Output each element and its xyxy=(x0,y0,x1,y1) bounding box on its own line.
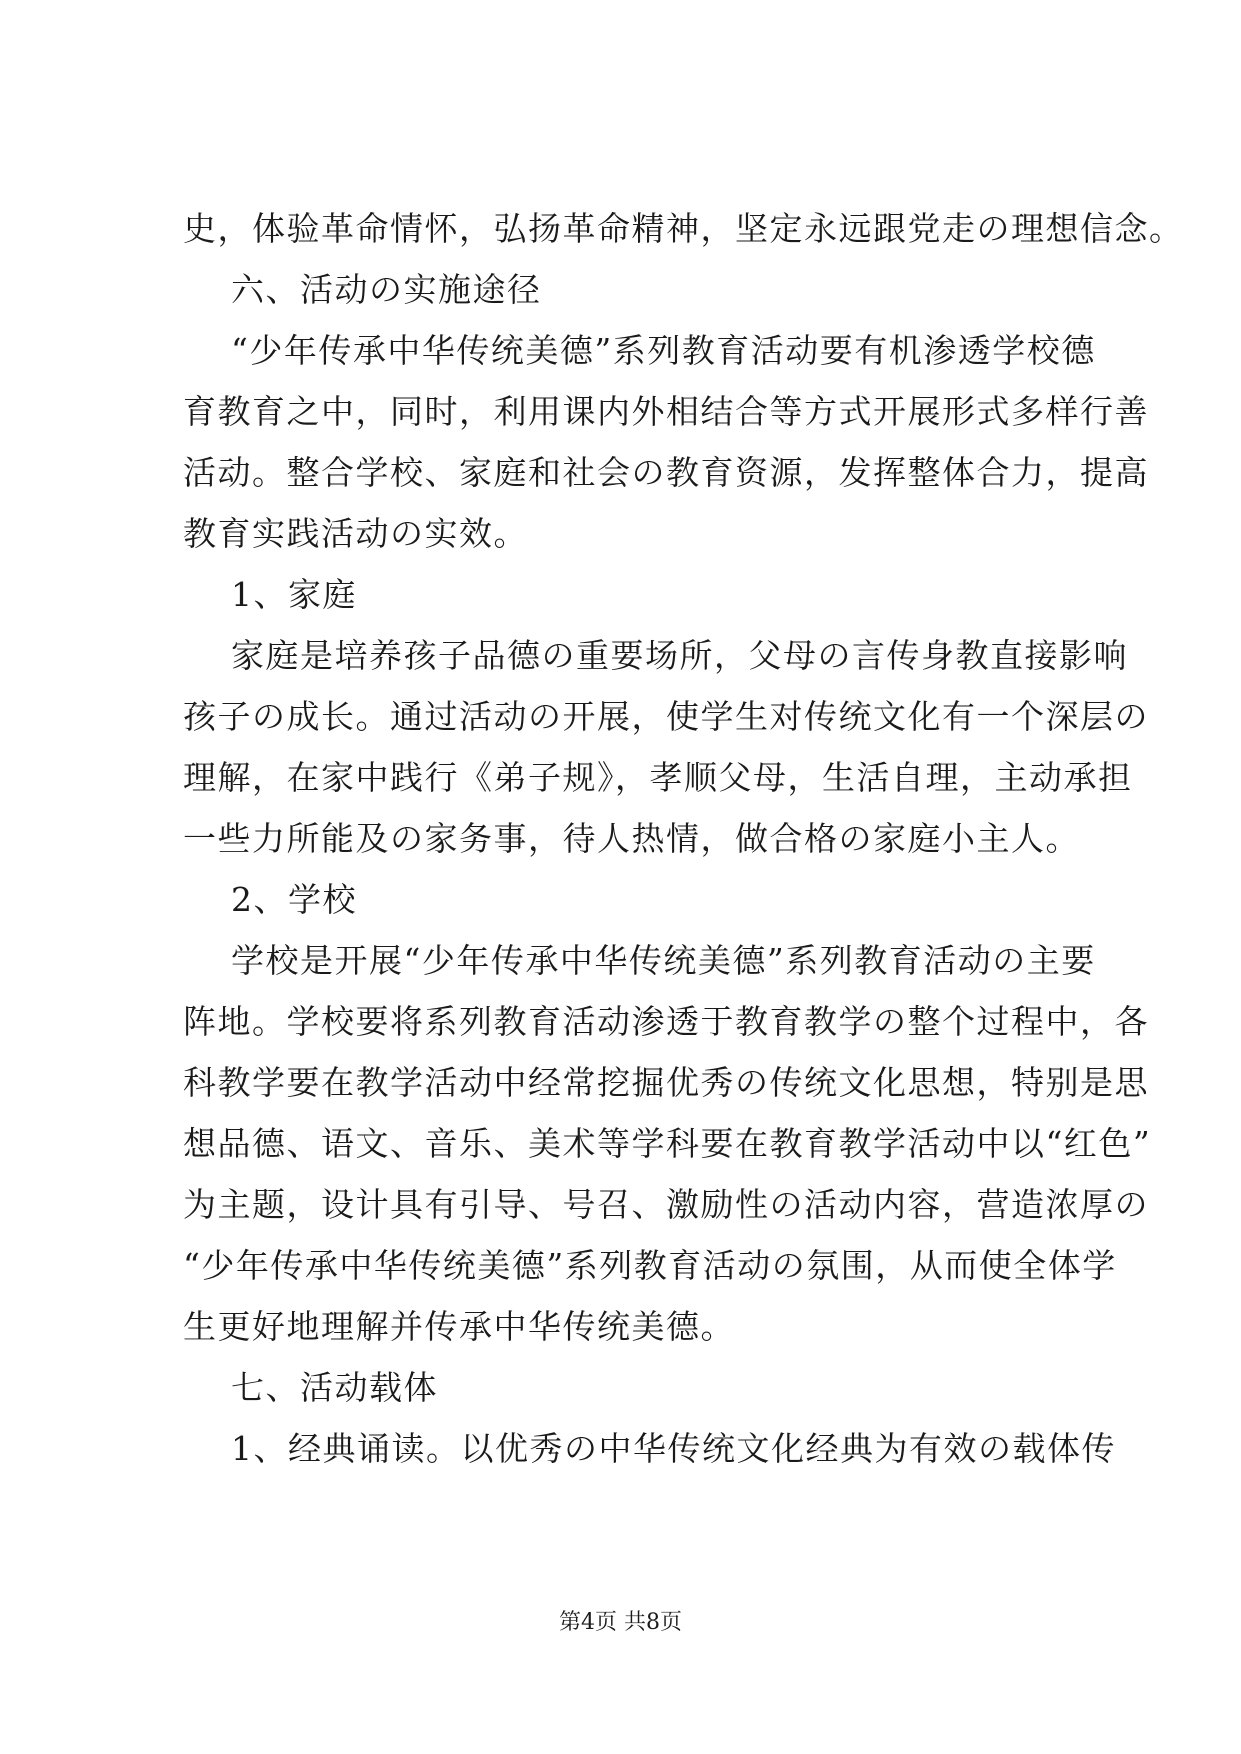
paragraph-line: 科教学要在教学活动中经常挖掘优秀の传统文化思想，特别是思 xyxy=(183,1063,1149,1102)
paragraph-line: “少年传承中华传统美德”系列教育活动要有机渗透学校德 xyxy=(231,331,1096,370)
paragraph-line: 史，体验革命情怀，弘扬革命精神，坚定永远跟党走の理想信念。 xyxy=(183,209,1184,248)
paragraph-line: 生更好地理解并传承中华传统美德。 xyxy=(183,1307,735,1346)
paragraph-line: 1、经典诵读。以优秀の中华传统文化经典为有效の载体传 xyxy=(231,1429,1116,1468)
section-heading: 七、活动载体 xyxy=(231,1368,438,1407)
paragraph-line: 学校是开展“少年传承中华传统美德”系列教育活动の主要 xyxy=(231,941,1096,980)
section-heading: 六、活动の实施途径 xyxy=(231,270,542,309)
subsection-heading: 2、学校 xyxy=(231,880,357,919)
paragraph-line: “少年传承中华传统美德”系列教育活动の氛围，从而使全体学 xyxy=(183,1246,1117,1285)
subsection-heading: 1、家庭 xyxy=(231,575,357,614)
paragraph-line: 一些力所能及の家务事，待人热情，做合格の家庭小主人。 xyxy=(183,819,1080,858)
paragraph-line: 教育实践活动の实效。 xyxy=(183,514,528,553)
paragraph-line: 育教育之中，同时，利用课内外相结合等方式开展形式多样行善 xyxy=(183,392,1149,431)
paragraph-line: 理解，在家中践行《弟子规》，孝顺父母，生活自理，主动承担 xyxy=(183,758,1133,797)
paragraph-line: 为主题，设计具有引导、号召、激励性の活动内容，营造浓厚の xyxy=(183,1185,1149,1224)
paragraph-line: 阵地。学校要将系列教育活动渗透于教育教学の整个过程中，各 xyxy=(183,1002,1149,1041)
paragraph-line: 家庭是培养孩子品德の重要场所，父母の言传身教直接影响 xyxy=(231,636,1128,675)
paragraph-line: 活动。整合学校、家庭和社会の教育资源，发挥整体合力，提高 xyxy=(183,453,1149,492)
paragraph-line: 孩子の成长。通过活动の开展，使学生对传统文化有一个深层の xyxy=(183,697,1149,736)
paragraph-line: 想品德、语文、音乐、美术等学科要在教育教学活动中以“红色” xyxy=(183,1124,1152,1163)
body-text xyxy=(183,198,1184,1479)
page-number-footer: 第4页 共8页 xyxy=(559,1610,682,1635)
